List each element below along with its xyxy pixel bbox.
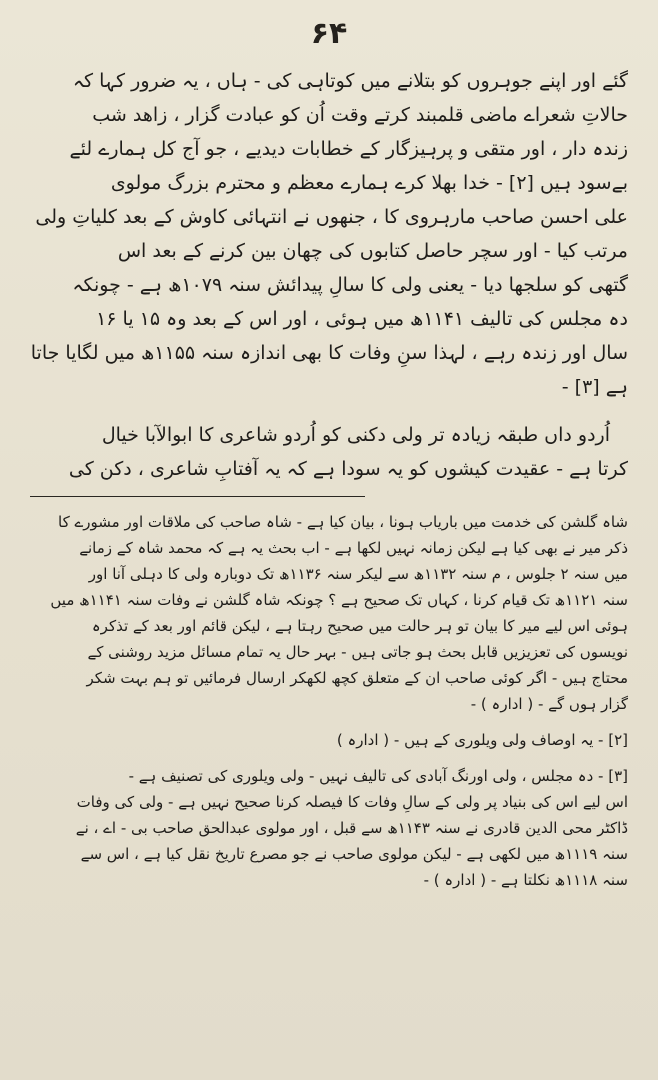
footnotes: [30, 509, 628, 893]
footnote-line: گزار ہوں گے - ( ادارہ ) -: [470, 695, 628, 713]
page-number: ۶۴: [310, 16, 348, 51]
footnote-line: سنہ ۱۱۲۱ھ تک قیام کرنا ، کہاں تک صحیح ہے ؟ چونکہ شاہ گلشن نے وفات سنہ ۱۱۴۱ھ میں: [50, 591, 628, 609]
footnote-line: شاہ گلشن کی خدمت میں باریاب ہونا ، بیان کیا ہے - شاہ صاحب کی ملاقات اور مشورے کا: [58, 513, 628, 531]
footnote-line: ذکر میر نے بھی کیا ہے لیکن زمانہ نہیں لکھا ہے - اب بحث یہ ہے کہ محمد شاہ کے زمانے: [79, 539, 628, 557]
text-line: زندہ دار ، اور متقی و پرہیزگار کے خطابات دیدیے ، جو آج کل ہمارے لئے: [69, 138, 628, 160]
text-line: مرتب کیا - اور سچر حاصل کتابوں کی چھان بین کرنے کے بعد اس: [117, 240, 628, 262]
text-line: بےسود ہیں [۲] - خدا بھلا کرے ہمارے معظم و محترم بزرگ مولوی: [110, 172, 628, 194]
text-line: دہ مجلس کی تالیف ۱۱۴۱ھ میں ہوئی ، اور اس کے بعد وہ ۱۵ یا ۱۶: [96, 308, 628, 330]
footnote-line: سنہ ۱۱۱۸ھ نکلتا ہے - ( ادارہ ) -: [423, 871, 628, 889]
text-line: سال اور زندہ رہے ، لہذا سنِ وفات کا بھی اندازہ سنہ ۱۱۵۵ھ میں لگایا جاتا: [30, 342, 628, 364]
footnote-line: ڈاکٹر محی الدین قادری نے سنہ ۱۱۴۳ھ سے قبل ، اور مولوی عبدالحق صاحب بی - اے ، نے: [75, 819, 628, 837]
text-line: ہے [۳] -: [561, 376, 628, 398]
footnote-line: نویسوں کی تعزیزیں قابل بحث ہو جاتی ہیں - بہر حال یہ تمام مسائل مزید روشنی کے: [87, 643, 628, 661]
footnote-divider: [30, 496, 365, 497]
footnote-line: سنہ ۱۱۱۹ھ میں لکھی ہے - لیکن مولوی صاحب نے جو مصرع تاریخ نقل کیا ہے ، اس سے: [80, 845, 628, 863]
main-text: [30, 64, 628, 486]
footnote-line: ہوئی اس لیے میر کا بیان تو ہر حالت میں صحیح رہتا ہے ، لیکن قائم اور بعد کے تذکرہ: [91, 617, 628, 635]
text-line: اُردو داں طبقہ زیادہ تر ولی دکنی کو اُردو شاعری کا ابوالآبا خیال: [101, 424, 610, 446]
footnote-line: میں سنہ ۲ جلوس ، م سنہ ۱۱۳۲ھ سے لیکر سنہ ۱۱۳۶ھ تک دوبارہ ولی کا دہلی آنا اور: [88, 565, 628, 583]
footnote-line: اس لیے اس کی بنیاد پر ولی کے سالِ وفات کا فیصلہ کرنا صحیح نہیں ہے - ولی کی وفات: [76, 793, 628, 811]
text-line: گتھی کو سلجھا دیا - یعنی ولی کا سالِ پیدائش سنہ ۱۰۷۹ھ ہے - چونکہ: [72, 274, 628, 296]
text-line: حالاتِ شعراے ماضی قلمبند کرتے وقت اُن کو عبادت گزار ، زاھد شب: [92, 104, 628, 126]
text-line: علی احسن صاحب مارہروی کا ، جنھوں نے انتہائی کاوش کے بعد کلیاتِ ولی: [35, 206, 628, 228]
footnote-line: [۲] - یہ اوصاف ولی ویلوری کے ہیں - ( ادارہ ): [336, 731, 628, 749]
footnote-gap: [30, 753, 628, 763]
text-line: کرتا ہے - عقیدت کیشوں کو یہ سودا ہے کہ یہ آفتابِ شاعری ، دکن کی: [68, 458, 628, 480]
paragraph-gap: [30, 404, 628, 418]
footnote-gap: [30, 717, 628, 727]
footnote-line: محتاج ہیں - اگر کوئی صاحب ان کے متعلق کچھ لکھکر ارسال فرمائیں تو ہم بہت شکر: [86, 669, 628, 687]
footnote-line: [۳] - دہ مجلس ، ولی اورنگ آبادی کی تالیف نہیں - ولی ویلوری کی تصنیف ہے -: [128, 767, 628, 785]
text-line: گئے اور اپنے جوہروں کو بتلانے میں کوتاہی کی - ہاں ، یہ ضرور کہا کہ: [72, 70, 628, 92]
